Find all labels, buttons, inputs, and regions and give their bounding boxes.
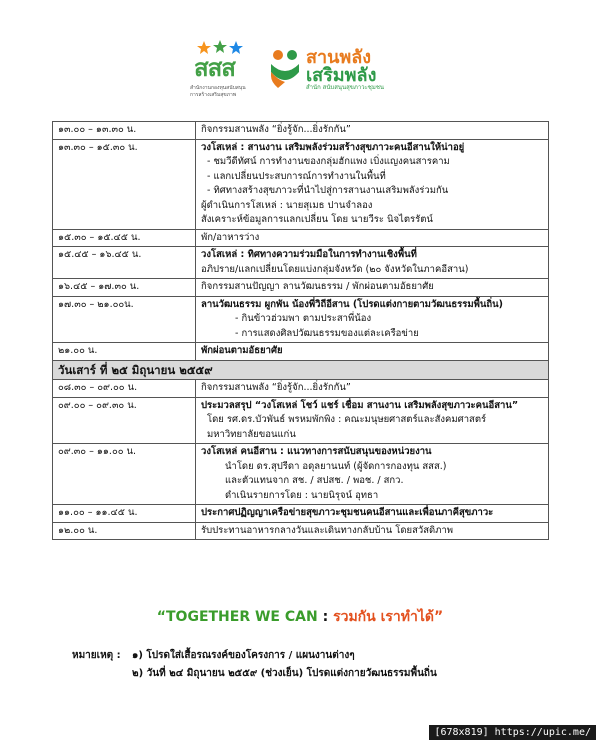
- note-text-2: ๒) วันที่ ๒๔ มิถุนายน ๒๕๕๙ (ช่วงเย็น) โปรดแต่งกายวัฒนธรรมพื้นถิ่น: [132, 668, 437, 679]
- schedule-row: [53, 122, 549, 140]
- activity-line: วงโสเหล่ : ทิศทางความร่วมมือในการทำงานเชิงพื้นที่: [201, 249, 417, 260]
- activity-line: กิจกรรมสานพลัง “ยิ่งรู้จัก...ยิ่งรักกัน”: [201, 124, 351, 135]
- activity-line: อภิปราย/แลกเปลี่ยนโดยแบ่งกลุ่มจังหวัด (๒๐ จังหวัดในภาคอีสาน): [201, 263, 469, 275]
- schedule-activity: [196, 380, 549, 398]
- activity-line: วงโสเหล่ คนอีสาน : แนวทางการสนับสนุนของหน่วยงาน: [201, 446, 432, 457]
- logo-left-sub2: การสร้างเสริมสุขภาพ: [190, 92, 237, 98]
- notes: [72, 647, 437, 683]
- activity-line: - ชมวีดีทัศน์ การทำงานของกลุ่มฮักแพง เบิ่งแญงคนสารคาม: [207, 156, 450, 167]
- activity-line: ผู้ดำเนินการโสเหล่ : นายสุเมธ ปานจำลอง: [201, 199, 373, 211]
- schedule-row: [53, 397, 549, 444]
- schedule-time: ๑๓.๓๐ – ๑๕.๓๐ น.: [53, 139, 196, 229]
- schedule-row: [53, 444, 549, 505]
- activity-line: ดำเนินรายการโดย : นายนิรุจน์ อุทธา: [225, 489, 379, 501]
- schedule-row: [53, 139, 549, 229]
- schedule-time: ๑๒.๐๐ น.: [53, 522, 196, 540]
- schedule-activity: [196, 279, 549, 297]
- activity-line: และตัวแทนจาก สช. / สปสช. / พอช. / สกว.: [225, 475, 404, 486]
- activity-line: กิจกรรมสานปัญญา ลานวัฒนธรรม / พักผ่อนตามอัธยาศัย: [201, 281, 434, 292]
- activity-line: พัก/อาหารว่าง: [201, 231, 260, 243]
- logo-left-sub1: สำนักงานกองทุนสนับสนุน: [190, 85, 246, 91]
- schedule-activity: [196, 444, 549, 505]
- thaihealth-logo: [190, 40, 260, 100]
- schedule-row: [53, 247, 549, 279]
- activity-line: นำโดย ดร.สุปรีดา อดุลยานนท์ (ผู้จัดการกองทุน สสส.): [225, 460, 447, 472]
- schedule-activity: [196, 505, 549, 523]
- day-header: วันเสาร์ ที่ ๒๕ มิถุนายน ๒๕๕๙: [53, 360, 549, 380]
- schedule-activity: [196, 397, 549, 444]
- schedule-activity: [196, 522, 549, 540]
- schedule-time: ๑๗.๓๐ – ๒๑.๐๐น.: [53, 296, 196, 343]
- slogan-th: รวมกัน เราทำได้”: [333, 609, 444, 625]
- note-line-1: [72, 647, 437, 665]
- schedule-time: ๑๖.๔๕ – ๑๗.๓๐ น.: [53, 279, 196, 297]
- schedule-time: ๑๕.๔๕ – ๑๖.๔๕ น.: [53, 247, 196, 279]
- schedule-activity: [196, 296, 549, 343]
- note-text-1: ๑) โปรดใส่เสื้อรณรงค์ของโครงการ / แผนงานต่างๆ: [132, 650, 355, 661]
- activity-line: พักผ่อนตามอัธยาศัย: [201, 345, 283, 356]
- schedule-time: ๒๑.๐๐ น.: [53, 343, 196, 361]
- schedule-activity: [196, 247, 549, 279]
- activity-line: ประกาศปฏิญญาเครือข่ายสุขภาวะชุมชนคนอีสานและเพื่อนภาคีสุขภาวะ: [201, 507, 494, 518]
- schedule-time: ๐๙.๓๐ – ๑๑.๐๐ น.: [53, 444, 196, 505]
- slogan-en: “TOGETHER WE CAN: [156, 609, 318, 625]
- activity-line: - กินข้าวฮ่วมพา ตามประสาพี่น้อง: [235, 313, 372, 324]
- header-logos: [190, 40, 450, 100]
- activity-line: มหาวิทยาลัยขอนแก่น: [207, 428, 296, 440]
- schedule-row: [53, 343, 549, 361]
- activity-line: - การแสดงศิลปวัฒนธรรมของแต่ละเครือข่าย: [235, 327, 419, 339]
- day-header-row: [53, 360, 549, 380]
- people-emblem-icon: [268, 48, 302, 88]
- slogan: [0, 606, 600, 628]
- activity-line: ลานวัฒนธรรม ผูกพัน น้องพี่วิถีอีสาน (โปรดแต่งกายตามวัฒนธรรมพื้นถิ่น): [201, 298, 503, 310]
- schedule-row: [53, 229, 549, 247]
- schedule-row: [53, 522, 549, 540]
- activity-line: ประมวลสรุป “วงโสเหล่ โชว์ แชร์ เชื่อม สานงาน เสริมพลังสุขภาวะคนอีสาน”: [201, 399, 519, 411]
- activity-line: รับประทานอาหารกลางวันและเดินทางกลับบ้าน โดยสวัสดิภาพ: [201, 524, 454, 536]
- logo-right-line1: สานพลัง: [306, 47, 372, 68]
- schedule-row: [53, 296, 549, 343]
- activity-line: สังเคราะห์ข้อมูลการแลกเปลี่ยน โดย นายวีระ นิจไตรรัตน์: [201, 214, 433, 225]
- activity-line: กิจกรรมสานพลัง “ยิ่งรู้จัก...ยิ่งรักกัน”: [201, 382, 351, 393]
- schedule-activity: [196, 343, 549, 361]
- slogan-sep: :: [317, 609, 334, 625]
- logo-right-line3: สำนัก สนับสนุนสุขภาวะชุมชน: [306, 84, 384, 91]
- schedule-table: [52, 121, 549, 540]
- activity-line: โดย รศ.ดร.บัวพันธ์ พรหมพักพิง : คณะมนุษยศาสตร์และสังคมศาสตร์: [207, 414, 487, 425]
- logo-left-main: สสส: [194, 54, 235, 82]
- schedule-activity: [196, 229, 549, 247]
- activity-line: - ทิศทางสร้างสุขภาวะที่นำไปสู่การสานงานเสริมพลังร่วมกัน: [207, 185, 449, 196]
- schedule-row: [53, 505, 549, 523]
- schedule-activity: [196, 122, 549, 140]
- sanpalang-logo: [268, 42, 448, 98]
- schedule-row: [53, 279, 549, 297]
- schedule-time: ๑๓.๐๐ – ๑๓.๓๐ น.: [53, 122, 196, 140]
- schedule-time: ๑๕.๓๐ – ๑๕.๔๕ น.: [53, 229, 196, 247]
- note-line-2: [72, 665, 437, 683]
- activity-line: - แลกเปลี่ยนประสบการณ์การทำงานในพื้นที่: [207, 170, 386, 182]
- schedule-time: ๑๑.๐๐ – ๑๑.๔๕ น.: [53, 505, 196, 523]
- schedule-row: [53, 380, 549, 398]
- logo-right-line2: เสริมพลัง: [306, 65, 377, 86]
- schedule-time: ๐๘.๓๐ – ๐๙.๐๐ น.: [53, 380, 196, 398]
- watermark: [678x819] https://upic.me/: [429, 725, 596, 740]
- note-label: หมายเหตุ :: [72, 650, 121, 661]
- activity-line: วงโสเหล่ : สานงาน เสริมพลังร่วมสร้างสุขภาวะคนอีสานให้น่าอยู่: [201, 141, 465, 153]
- schedule-activity: [196, 139, 549, 229]
- schedule-time: ๐๙.๐๐ – ๐๙.๓๐ น.: [53, 397, 196, 444]
